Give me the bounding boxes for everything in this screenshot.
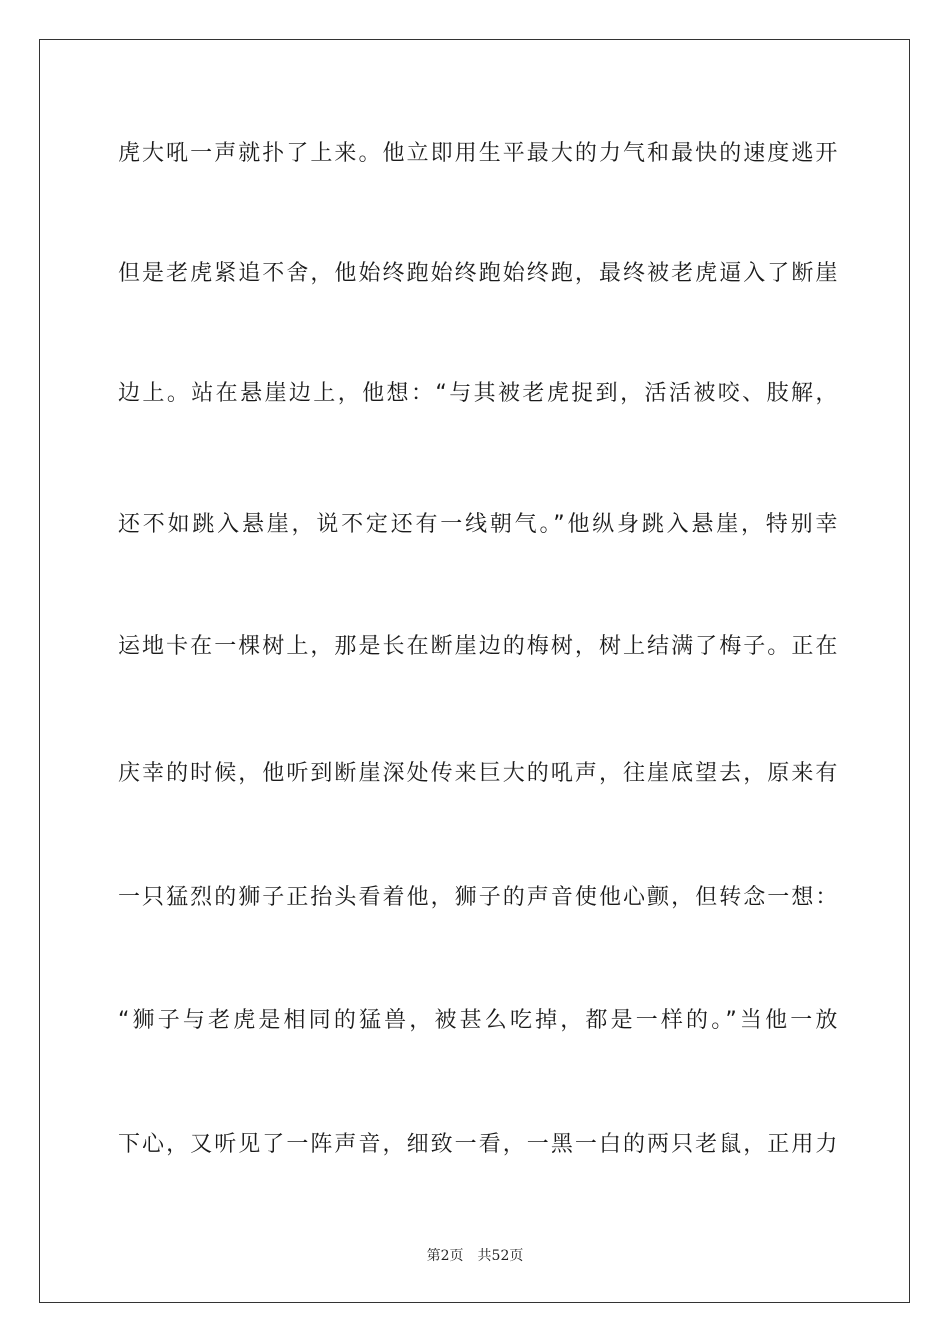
paragraph-line: 一只猛烈的狮子正抬头看着他，狮子的声音使他心颤，但转念一想： bbox=[118, 885, 838, 910]
paragraph-line: 但是老虎紧追不舍，他始终跑始终跑始终跑，最终被老虎逼入了断崖 bbox=[118, 261, 838, 286]
paragraph-line: 下心，又听见了一阵声音，细致一看，一黑一白的两只老鼠，正用力 bbox=[118, 1132, 838, 1157]
page-border bbox=[39, 39, 910, 1303]
paragraph-line: 边上。站在悬崖边上，他想：“与其被老虎捉到，活活被咬、肢解， bbox=[118, 381, 838, 406]
paragraph-line: “狮子与老虎是相同的猛兽，被甚么吃掉，都是一样的。”当他一放 bbox=[118, 1008, 838, 1033]
paragraph-line: 还不如跳入悬崖，说不定还有一线朝气。”他纵身跳入悬崖，特别幸 bbox=[118, 512, 838, 537]
paragraph-line: 运地卡在一棵树上，那是长在断崖边的梅树，树上结满了梅子。正在 bbox=[118, 634, 838, 659]
page-total: 共52页 bbox=[477, 1248, 524, 1264]
page-footer bbox=[0, 1246, 950, 1266]
page-number: 第2页 bbox=[426, 1248, 464, 1264]
paragraph-line: 庆幸的时候，他听到断崖深处传来巨大的吼声，往崖底望去，原来有 bbox=[118, 761, 838, 786]
paragraph-line: 虎大吼一声就扑了上来。他立即用生平最大的力气和最快的速度逃开 bbox=[118, 141, 838, 166]
